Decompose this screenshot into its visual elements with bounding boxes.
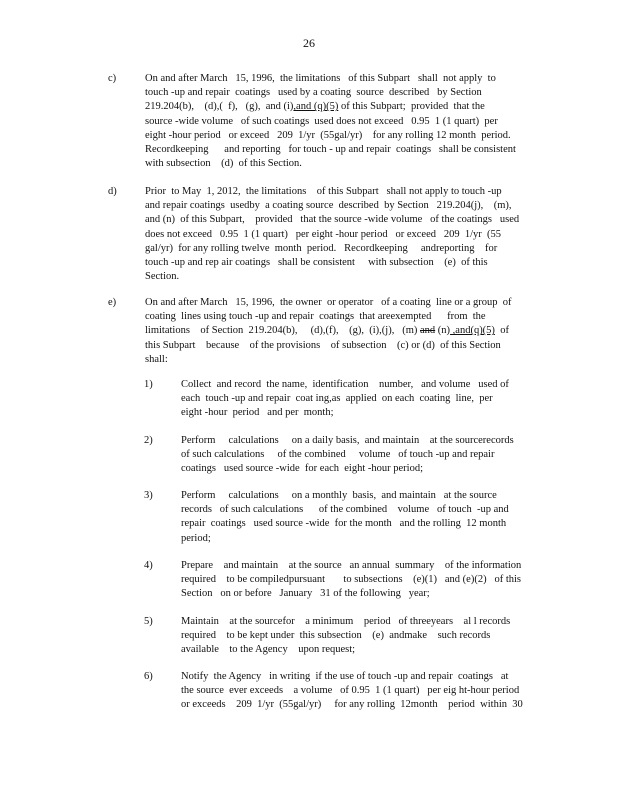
paragraph-line (145, 100, 547, 114)
text-segment: of (494, 325, 509, 337)
paragraph-line: Section. (145, 271, 180, 283)
subitem-line: Prepare and maintain at the source an annual summary of the information (181, 560, 522, 571)
paragraph-line: Prior to May 1, 2012, the limitations of this Subpart shall not apply to touch -up (145, 186, 502, 197)
paragraph-line: On and after March 15, 1996, the owner or operator of a coating line or a group of (145, 297, 512, 308)
text-segment: limitations of Section 219.204(b), (d),(f), (g), (i),(j), (m) (145, 325, 418, 337)
paragraph-line: On and after March 15, 1996, the limitations of this Subpart shall not apply to (145, 73, 496, 84)
subitem-line: records of such calculations of the combined volume of touch -up and (181, 504, 509, 516)
paragraph-line: and repair coatings usedby a coating source described by Section 219.204(j), (m), (145, 200, 512, 212)
subitem-line: available to the Agency upon request; (181, 644, 356, 656)
inserted-text: ,and (q)(5) (293, 101, 339, 113)
subitem-label: 6) (144, 671, 153, 682)
subitem-line: required to be kept under this subsection (e) andmake such records (181, 630, 491, 642)
page-number: 26 (303, 36, 315, 50)
deleted-text: and (419, 325, 436, 337)
subitem-line: the source ever exceeds a volume of 0.95 1 (1 quart) per eig ht-hour period (181, 685, 520, 697)
subitem-line: coatings used source -wide for each eight -hour period; (181, 463, 424, 475)
paragraph-line: shall: (145, 353, 168, 365)
paragraph-line (145, 324, 547, 338)
subitem-line: Collect and record the name, identification number, and volume used of (181, 379, 509, 390)
paragraph-line: does not exceed 0.95 1 (1 quart) per eight -hour period or exceed 209 1/yr (55 (145, 228, 502, 240)
subitem-line: Perform calculations on a monthly basis, and maintain at the source (181, 490, 497, 501)
paragraph-line: eight -hour period or exceed 209 1/yr (55gal/yr) for any rolling 12 month period. (145, 129, 511, 141)
subitem-line: Notify the Agency in writing if the use of touch -up and repair coatings at (181, 671, 509, 682)
paragraph-line: touch -up and repair coatings used by a coating source described by Section (145, 87, 482, 99)
subitem-label: 2) (144, 435, 153, 446)
paragraph-label: d) (108, 186, 117, 197)
subitem-line: Perform calculations on a daily basis, and maintain at the sourcerecords (181, 435, 514, 446)
paragraph-line: Recordkeeping and reporting for touch - up and repair coatings shall be consistent (145, 144, 516, 155)
subitem-line: repair coatings used source -wide for the month and the rolling 12 month (181, 518, 507, 530)
paragraph-label: c) (108, 73, 117, 84)
paragraph-line: with subsection (d) of this Section. (145, 158, 302, 170)
subitem-line: Section on or before January 31 of the following year; (181, 588, 430, 600)
text-segment: 219.204(b), (d),( f), (g), and (i) (145, 101, 294, 113)
paragraph-line: touch -up and rep air coatings shall be consistent with subsection (e) of this (145, 257, 488, 268)
paragraph-line: gal/yr) for any rolling twelve month period. Recordkeeping andreporting for (145, 242, 498, 254)
paragraph-label: e) (108, 297, 117, 308)
subitem-label: 3) (144, 490, 153, 501)
paragraph-line: this Subpart because of the provisions of subsection (c) or (d) of this Section (145, 339, 501, 351)
subitem-line: of such calculations of the combined volume of touch -up and repair (181, 449, 495, 461)
subitem-line: period; (181, 532, 211, 544)
subitem-line: eight -hour period and per month; (181, 407, 334, 419)
inserted-text: ,and(q)(5) (450, 325, 495, 337)
paragraph-line: source -wide volume of such coatings used does not exceed 0.95 1 (1 quart) per (145, 115, 498, 127)
subitem-line: each touch -up and repair coat ing,as applied on each coating line, per (181, 393, 493, 405)
text-segment: of this Subpart; provided that the (338, 101, 485, 113)
subitem-label: 4) (144, 560, 153, 571)
subitem-line: required to be compiledpursuant to subsections (e)(1) and (e)(2) of this (181, 574, 521, 586)
paragraph-line: and (n) of this Subpart, provided that the source -wide volume of the coatings used (145, 214, 520, 226)
subitem-line: or exceeds 209 1/yr (55gal/yr) for any rolling 12month period within 30 (181, 699, 523, 711)
subitem-label: 1) (144, 379, 153, 390)
paragraph-line: coating lines using touch -up and repair coatings that areexempted from the (145, 311, 486, 323)
subitem-line: Maintain at the sourcefor a minimum period of threeyears al l records (181, 616, 511, 627)
text-segment: (n) (435, 325, 451, 337)
subitem-label: 5) (144, 616, 153, 627)
